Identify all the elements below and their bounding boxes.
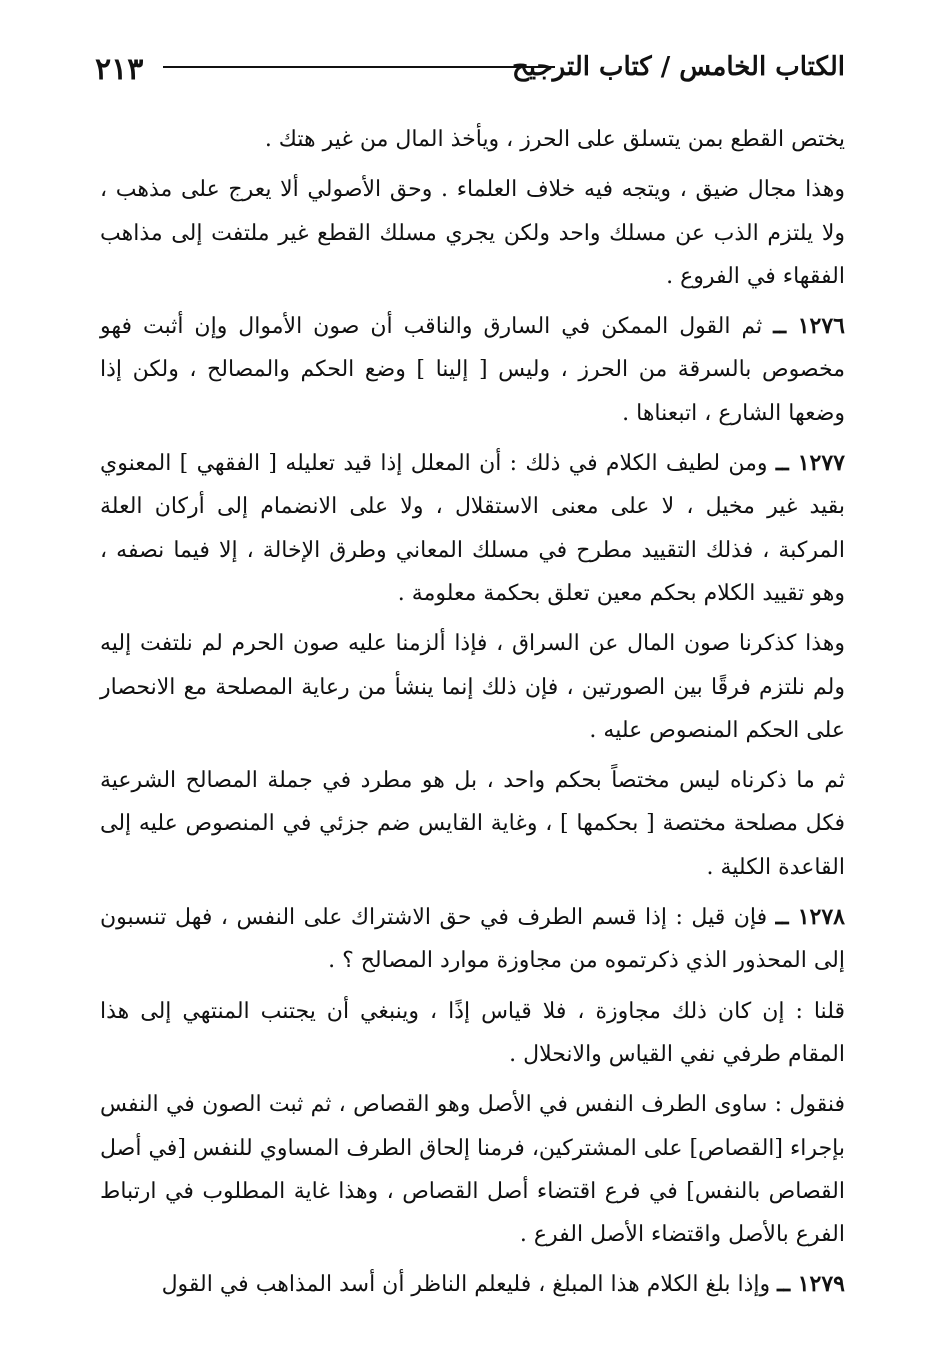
paragraph-number: ١٢٧٩ ــ (777, 1271, 845, 1298)
paragraph-6: ثم ما ذكرناه ليس مختصاً بحكم واحد ، بل هو مطرد في جملة المصالح الشرعية فكل مصلحة مختصة [ بحكمها ] ، وغاية القايس ضم جزئي في المنصوص عليه إلى القاعدة الكلية . (100, 768, 845, 880)
paragraph-8: قلنا : إن كان ذلك مجاوزة ، فلا قياس إذًا ، وينبغي أن يجتنب المنتهي إلى هذا المقام طرفي نفي القياس والانحلال . (100, 998, 845, 1067)
paragraph-1278: ١٢٧٨ ــ فإن قيل : إذا قسم الطرف في حق الاشتراك على النفس ، فهل تنسبون إلى المحذور الذي ذكرتموه من مجاوزة موارد المصالح ؟ . (100, 904, 845, 974)
paragraph-number: ١٢٧٧ ــ (775, 450, 845, 477)
page-body (100, 118, 845, 1307)
header-rule (163, 66, 555, 68)
running-title: الكتاب الخامس / كتاب الترجيح (511, 52, 845, 82)
paragraph-2: وهذا مجال ضيق ، ويتجه فيه خلاف العلماء . وحق الأصولي ألا يعرج على مذهب ، ولا يلتزم الذب عن مسلك واحد ولكن يجري مسلك القطع غير ملتفت إلى مذاهب الفقهاء في الفروع . (100, 177, 845, 289)
paragraph-number: ١٢٧٨ ــ (775, 904, 845, 931)
paragraph-1276: ١٢٧٦ ــ ثم القول الممكن في السارق والناقب أن صون الأموال وإن أثبت فهو مخصوص بالسرقة من الحرز ، وليس [ إلينا ] وضع الحكم والمصالح ، ولكن إذا وضعها الشارع ، اتبعناها . (100, 313, 845, 426)
page-number: ٢١٣ (95, 52, 144, 87)
paragraph-9: فنقول : ساوى الطرف النفس في الأصل وهو القصاص ، ثم ثبت الصون في النفس بإجراء [القصاص] على المشتركين، فرمنا إلحاق الطرف المساوي للنفس [في أصل القصاص بالنفس] في فرع اقتضاء أصل القصاص ، وهذا غاية المطلوب في ارتباط الفرع بالأصل واقتضاء الأصل الفرع . (100, 1092, 845, 1248)
paragraph-1279: ١٢٧٩ ــ وإذا بلغ الكلام هذا المبلغ ، فليعلم الناظر أن أسد المذاهب في القول (161, 1271, 845, 1298)
paragraph-1: يختص القطع بمن يتسلق على الحرز ، ويأخذ المال من غير هتك . (264, 127, 845, 152)
paragraph-number: ١٢٧٦ ــ (773, 313, 845, 340)
paragraph-1277: ١٢٧٧ ــ ومن لطيف الكلام في ذلك : أن المعلل إذا قيد تعليله [ الفقهي ] المعنوي بقيد غير مخيل ، لا على معنى الاستقلال ، ولا على الانضمام إلى أركان العلة المركبة ، فذلك التقييد مطرح في مسلك المعاني وطرق الإخالة ، إلا فيما نصفه ، وهو تقييد الكلام بحكم معين تعلق بحكمة معلومة . (100, 450, 845, 606)
running-header (95, 52, 845, 92)
paragraph-5: وهذا كذكرنا صون المال عن السراق ، فإذا ألزمنا عليه صون الحرم لم نلتفت إليه ولم نلتزم فرقًا بين الصورتين ، فإن ذلك إنما ينشأ من رعاية المصلحة مع الانحصار على الحكم المنصوص عليه . (100, 631, 845, 743)
